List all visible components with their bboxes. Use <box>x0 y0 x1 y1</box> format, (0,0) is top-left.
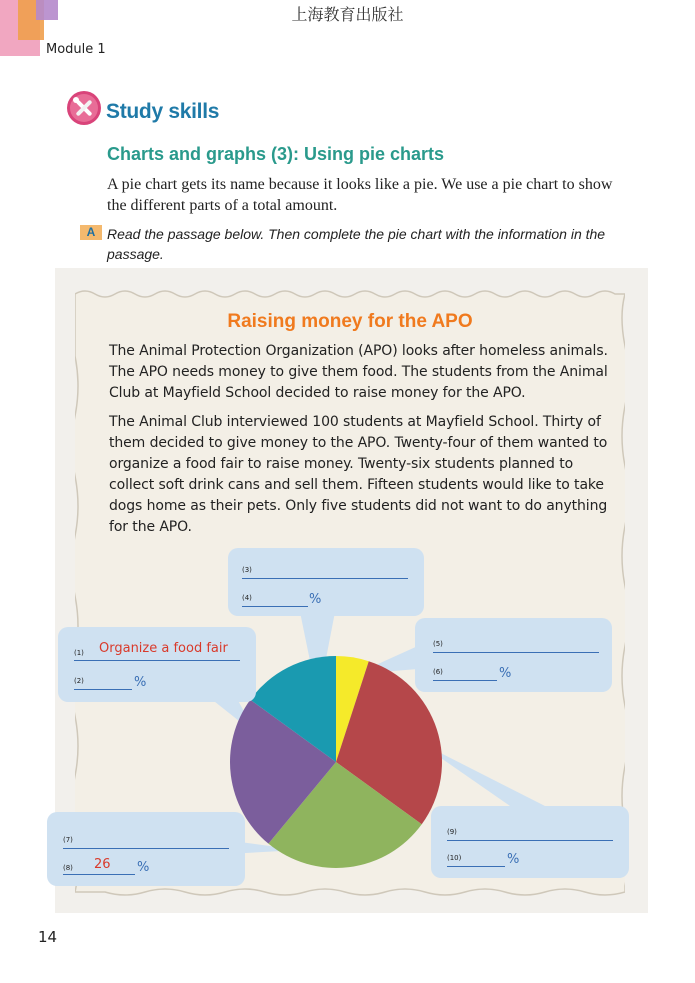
blank-1[interactable] <box>74 660 240 661</box>
pie-chart <box>229 655 443 869</box>
callout-9-10 <box>431 806 629 878</box>
answer-1: Organize a food fair <box>99 641 228 656</box>
blank-9[interactable] <box>447 840 613 841</box>
section-title: Study skills <box>106 100 220 123</box>
label-8: (8) <box>63 864 73 872</box>
answer-8: 26 <box>94 857 111 872</box>
blank-6[interactable] <box>433 680 497 681</box>
callout-3-4 <box>228 548 424 616</box>
passage-title: Raising money for the APO <box>227 311 473 332</box>
blank-5[interactable] <box>433 652 599 653</box>
publisher-name: 上海教育出版社 <box>291 5 404 24</box>
percent-sign-6: % <box>499 666 512 681</box>
label-1: (1) <box>74 649 84 657</box>
callout-5-6 <box>415 618 612 692</box>
blank-8[interactable] <box>63 874 135 875</box>
blank-2[interactable] <box>74 689 132 690</box>
tools-icon <box>66 90 102 126</box>
instruction-text: Read the passage below. Then complete the pie chart with the information in the passage. <box>107 226 606 262</box>
blank-10[interactable] <box>447 866 505 867</box>
page-number: 14 <box>38 928 58 946</box>
exercise-instruction <box>107 224 627 264</box>
label-3: (3) <box>242 566 252 574</box>
callout-7-8 <box>47 812 245 886</box>
blank-3[interactable] <box>242 578 408 579</box>
intro-text: A pie chart gets its name because it looks like a pie. We use a pie chart to show the different parts of a total amount. <box>107 176 613 214</box>
blank-7[interactable] <box>63 848 229 849</box>
label-2: (2) <box>74 677 84 685</box>
percent-sign-4: % <box>309 592 322 607</box>
percent-sign-8: % <box>137 860 150 875</box>
label-5: (5) <box>433 640 443 648</box>
label-10: (10) <box>447 854 462 862</box>
passage-paragraph-1: The Animal Protection Organization (APO) looks after homeless animals. The APO needs money to give them food. The students from the Animal Club at Mayfield School decided to raise money for the APO. <box>109 343 608 401</box>
exercise-tag: A <box>80 225 102 240</box>
section-subtitle: Charts and graphs (3): Using pie charts <box>107 144 445 164</box>
blank-4[interactable] <box>242 606 308 607</box>
label-7: (7) <box>63 836 73 844</box>
passage-paragraph-2: The Animal Club interviewed 100 students at Mayfield School. Thirty of them decided to give money to the APO. Twenty-four of them wanted to organize a food fair to raise money. Twenty-six students planned to collect soft drink cans and sell them. Fifteen students would like to take dogs home as their pets. Only five students did not want to do anything for the APO. <box>109 414 608 535</box>
percent-sign-10: % <box>507 852 520 867</box>
label-9: (9) <box>447 828 457 836</box>
percent-sign-2: % <box>134 675 147 690</box>
callout-1-2 <box>58 627 256 702</box>
label-4: (4) <box>242 594 252 602</box>
label-6: (6) <box>433 668 443 676</box>
module-label: Module 1 <box>46 42 106 57</box>
